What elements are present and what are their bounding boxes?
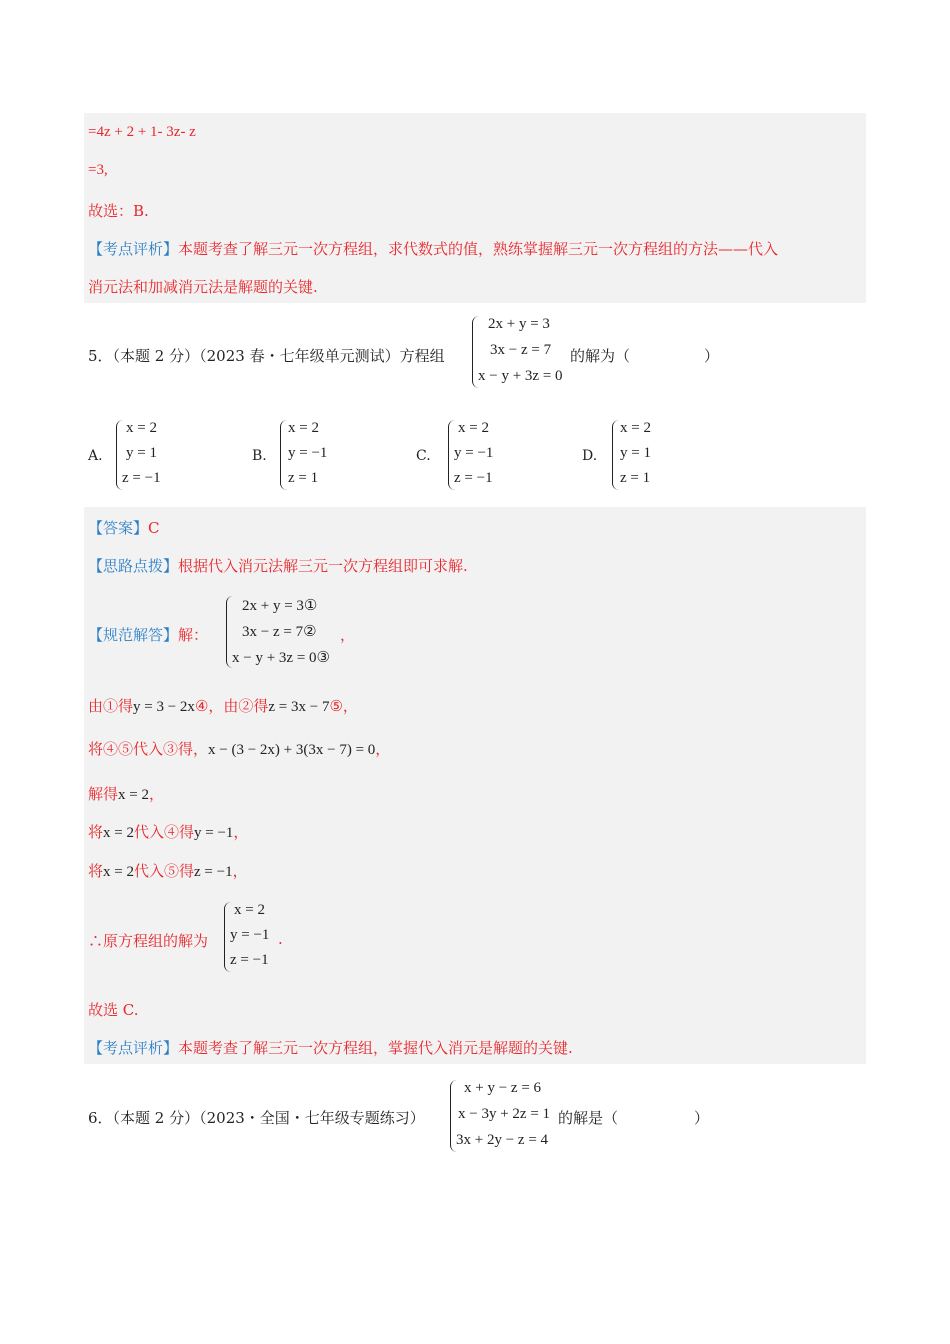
q5-step2-math: x − (3 − 2x) + 3(3x − 7) = 0 bbox=[208, 742, 376, 758]
q5-step1-text-a: 由①得 bbox=[88, 697, 134, 715]
q5-solution-box bbox=[84, 507, 866, 1064]
q5-step1 bbox=[88, 695, 358, 716]
q5-solution-intro: 解： bbox=[178, 626, 209, 644]
q5-option-c-row1: x = 2 bbox=[458, 420, 489, 436]
q5-step4 bbox=[88, 821, 248, 842]
q5-hint-tag: 【思路点拨】 bbox=[88, 557, 179, 575]
q5-option-b-brace bbox=[280, 420, 287, 490]
q5-step4-text-a: 将 bbox=[88, 823, 104, 841]
q5-solution-intro-line bbox=[88, 624, 208, 645]
q5-option-b bbox=[280, 420, 350, 492]
q5-system bbox=[472, 316, 572, 392]
q5-step5-text-b: 代入⑤得 bbox=[133, 862, 194, 880]
q5-conclusion-end: . bbox=[278, 930, 283, 948]
q5-step2 bbox=[88, 738, 390, 759]
q5-answer-value: C bbox=[148, 519, 160, 537]
q5-option-d-row1: x = 2 bbox=[620, 420, 651, 436]
q5-eq2: 3x − z = 7 bbox=[490, 342, 552, 358]
q5-step1-math2: z = 3x − 7 bbox=[268, 699, 330, 715]
q6-eq1: x + y − z = 6 bbox=[464, 1080, 542, 1096]
q5-step4-math1: x = 2 bbox=[103, 825, 134, 841]
prev-answer-line: 故选：B. bbox=[88, 202, 149, 220]
q5-option-a-letter: A. bbox=[88, 448, 103, 464]
q5-sol-eq1: 2x + y = 3① bbox=[242, 598, 318, 614]
q5-step5 bbox=[88, 860, 248, 881]
prev-review-tag: 【考点评析】 bbox=[88, 240, 179, 258]
q5-sol-eq3: x − y + 3z = 0③ bbox=[232, 650, 330, 666]
q5-stem-close: ） bbox=[704, 347, 720, 365]
q5-step1-text-c: ⑤， bbox=[329, 697, 358, 715]
q5-option-d-letter: D. bbox=[582, 448, 598, 464]
q5-eq3: x − y + 3z = 0 bbox=[478, 368, 563, 384]
prev-solution-line1: =4z + 2 + 1- 3z- z bbox=[88, 124, 196, 140]
q5-final-choice: 故选 C. bbox=[88, 1001, 139, 1019]
q5-option-a-row1: x = 2 bbox=[126, 420, 157, 436]
q6-stem-suffix: 的解是（ bbox=[558, 1109, 619, 1127]
q6-eq2: x − 3y + 2z = 1 bbox=[458, 1106, 551, 1122]
q5-option-b-row1: x = 2 bbox=[288, 420, 319, 436]
q5-conc-row3: z = −1 bbox=[230, 952, 269, 968]
q5-step3-text-a: 解得 bbox=[88, 785, 119, 803]
q5-answer-line bbox=[88, 517, 160, 538]
q5-step2-text-a: 将④⑤代入③得， bbox=[88, 740, 209, 758]
q5-conclusion-system bbox=[224, 902, 294, 974]
q5-stem-suffix: 的解为（ bbox=[570, 347, 631, 365]
prev-review-line2: 消元法和加减消元法是解题的关键. bbox=[88, 278, 318, 296]
q5-option-d-row3: z = 1 bbox=[620, 470, 651, 486]
q5-eq1: 2x + y = 3 bbox=[488, 316, 550, 332]
q5-conc-row2: y = −1 bbox=[230, 927, 270, 943]
prev-review-text1: 本题考查了解三元一次方程组，求代数式的值，熟练掌握解三元一次方程组的方法——代入 bbox=[178, 240, 779, 258]
q5-conclusion: ∴原方程组的解为 bbox=[88, 932, 209, 950]
prev-solution-line2: =3, bbox=[88, 162, 108, 178]
q5-option-d bbox=[612, 420, 682, 492]
q6-stem-close: ） bbox=[694, 1109, 710, 1127]
q5-step1-math1: y = 3 − 2x bbox=[133, 699, 195, 715]
prev-solution-box bbox=[84, 113, 866, 303]
q5-option-c-row3: z = −1 bbox=[454, 470, 493, 486]
q5-sol-eq2: 3x − z = 7② bbox=[242, 624, 317, 640]
q5-solution-comma: ， bbox=[340, 626, 356, 644]
q5-step3-text-b: ， bbox=[148, 785, 164, 803]
q5-step1-text-b: ④，由②得 bbox=[194, 697, 269, 715]
q5-step5-math2: z = −1 bbox=[194, 864, 233, 880]
q5-option-a-row2: y = 1 bbox=[126, 445, 157, 461]
q5-review-line bbox=[88, 1037, 573, 1058]
q5-step4-text-b: 代入④得 bbox=[133, 823, 194, 841]
q5-solution-tag: 【规范解答】 bbox=[88, 626, 179, 644]
q5-conc-row1: x = 2 bbox=[234, 902, 265, 918]
q5-option-c bbox=[448, 420, 518, 492]
q5-answer-tag: 【答案】 bbox=[88, 519, 149, 537]
q5-step5-math1: x = 2 bbox=[103, 864, 134, 880]
q5-option-b-row3: z = 1 bbox=[288, 470, 319, 486]
q5-option-a-row3: z = −1 bbox=[122, 470, 161, 486]
prev-review-line1 bbox=[88, 238, 778, 259]
q5-option-c-row2: y = −1 bbox=[454, 445, 494, 461]
q5-solution-system bbox=[226, 596, 346, 672]
q5-hint-line bbox=[88, 555, 468, 576]
q5-hint-text: 根据代入消元法解三元一次方程组即可求解. bbox=[178, 557, 468, 575]
q5-option-b-letter: B. bbox=[252, 448, 267, 464]
q5-step4-math2: y = −1 bbox=[194, 825, 234, 841]
q5-step5-text-c: ， bbox=[232, 862, 248, 880]
q5-step4-text-c: ， bbox=[233, 823, 249, 841]
q5-step2-text-b: ， bbox=[375, 740, 391, 758]
q5-step3 bbox=[88, 783, 164, 804]
q5-review-text: 本题考查了解三元一次方程组，掌握代入消元是解题的关键. bbox=[178, 1039, 573, 1057]
q5-option-b-row2: y = −1 bbox=[288, 445, 328, 461]
q6-eq3: 3x + 2y − z = 4 bbox=[456, 1132, 549, 1148]
q5-review-tag: 【考点评析】 bbox=[88, 1039, 179, 1057]
q6-stem-prefix: 6．（本题 2 分）（2023・全国・七年级专题练习） bbox=[88, 1109, 425, 1127]
q5-option-d-row2: y = 1 bbox=[620, 445, 651, 461]
q6-system bbox=[450, 1080, 560, 1156]
q5-step5-text-a: 将 bbox=[88, 862, 104, 880]
q5-option-a bbox=[116, 420, 186, 492]
q5-option-c-letter: C. bbox=[416, 448, 431, 464]
q5-step3-math: x = 2 bbox=[118, 787, 149, 803]
q5-option-d-brace bbox=[612, 420, 619, 490]
q5-stem-prefix: 5．（本题 2 分）（2023 春・七年级单元测试）方程组 bbox=[88, 347, 445, 365]
